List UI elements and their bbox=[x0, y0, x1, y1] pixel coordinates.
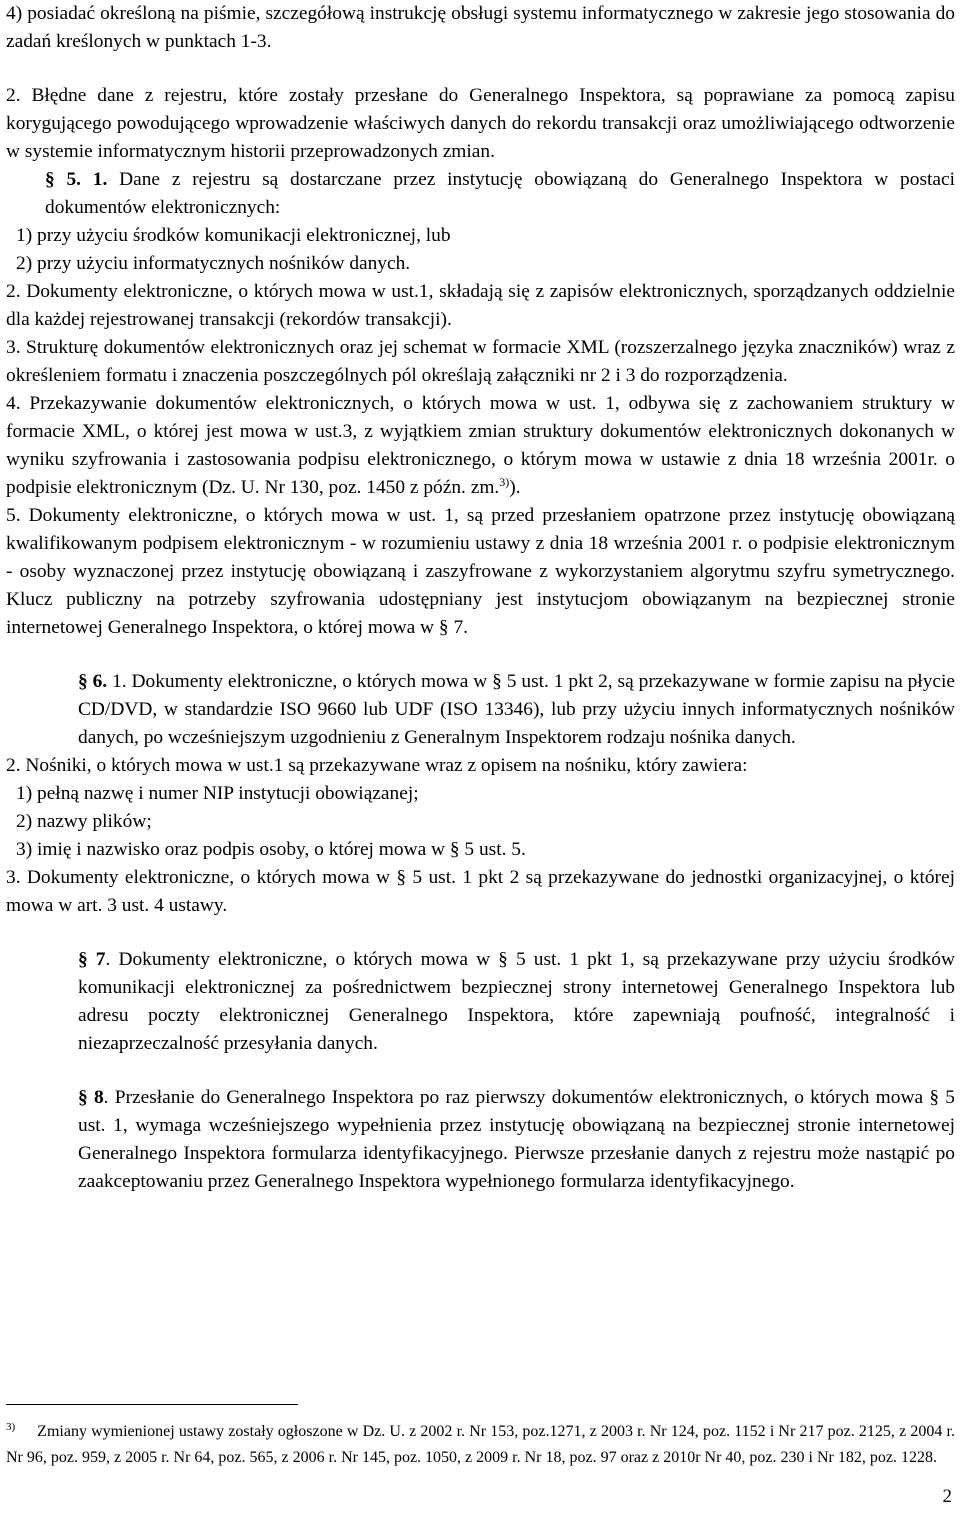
footnote-separator bbox=[6, 1404, 298, 1405]
section-6-list-item-1: 1) pełną nazwę i numer NIP instytucji obowiązanej; bbox=[16, 783, 419, 804]
spacer bbox=[6, 642, 955, 668]
paragraph-4-item: 4) posiadać określoną na piśmie, szczegółową instrukcję obsługi systemu informatycznego w zakresie jego stosowania do zadań kreślonych w punktach 1-3. bbox=[6, 3, 955, 52]
section-5-paragraph-4-text: 4. Przekazywanie dokumentów elektronicznych, o których mowa w ust. 1, odbywa się z zachowaniem struktury w formacie XML, o której jest mowa w ust.3, z wyjątkiem zmian struktury dokumentów elektronicznych dokonanych w wyniku szyfrowania i zastosowania podpisu elektronicznego, o którym mowa w ustawie z dnia 18 września 2001r. o podpisie elektronicznym (Dz. U. Nr 130, poz. 1450 z późn. zm. bbox=[6, 393, 955, 498]
section-5-paragraph-5: 5. Dokumenty elektroniczne, o których mowa w ust. 1, są przed przesłaniem opatrzone przez instytucję obowiązaną kwalifikowanym podpisem elektronicznym - w rozumieniu ustawy z dnia 18 września 2001 r. o podpisie elektronicznym - osoby wyznaczonej przez instytucję obowiązaną i zaszyfrowane z wykorzystaniem algorytmu szyfru symetrycznego. Klucz publiczny na potrzeby szyfrowania udostępniany jest instytucjom obowiązanym na bezpiecznej stronie internetowej Generalnego Inspektora, o której mowa w § 7. bbox=[6, 505, 955, 638]
footnote bbox=[6, 1414, 955, 1471]
section-7 bbox=[6, 946, 955, 1058]
footnote-text: Zmiany wymienionej ustawy zostały ogłoszone w Dz. U. z 2002 r. Nr 153, poz.1271, z 2003 r. Nr 124, poz. 1152 i Nr 217 poz. 2125, z 2004 r. Nr 96, poz. 959, z 2005 r. Nr 64, poz. 565, z 2006 r. Nr 145, poz. 1050, z 2009 r. Nr 18, poz. 97 oraz z 2010r Nr 40, poz. 230 i Nr 182, poz. 1228. bbox=[6, 1423, 955, 1466]
section-6-paragraph-2: 2. Nośniki, o których mowa w ust.1 są przekazywane wraz z opisem na nośniku, który zawiera: bbox=[6, 755, 748, 776]
paragraph-corrections: 2. Błędne dane z rejestru, które zostały przesłane do Generalnego Inspektora, są poprawiane za pomocą zapisu korygującego powodującego wprowadzenie właściwych danych do rekordu transakcji oraz umożliwiającego odtworzenie w systemie informatycznym historii przeprowadzonych zmian. bbox=[6, 85, 955, 162]
section-6-paragraph-3: 3. Dokumenty elektroniczne, o których mowa w § 5 ust. 1 pkt 2 są przekazywane do jednostki organizacyjnej, o której mowa w art. 3 ust. 4 ustawy. bbox=[6, 867, 955, 916]
footnote-reference: 3) bbox=[499, 475, 510, 489]
document-body bbox=[6, 0, 955, 1196]
section-5-heading: § 5. 1. bbox=[45, 169, 108, 190]
section-8-text: . Przesłanie do Generalnego Inspektora po raz pierwszy dokumentów elektronicznych, o których mowa § 5 ust. 1, wymaga wcześniejszego wypełnienia przez instytucję obowiązaną na bezpiecznej stronie internetowej Generalnego Inspektora formularza identyfikacyjnego. Pierwsze przesłanie danych z rejestru może nastąpić po zaakceptowaniu przez Generalnego Inspektora wypełnionego formularza identyfikacyjnego. bbox=[78, 1087, 955, 1192]
section-5-intro bbox=[6, 166, 955, 222]
section-5-text: Dane z rejestru są dostarczane przez instytucję obowiązaną do Generalnego Inspektora w postaci dokumentów elektronicznych: bbox=[45, 169, 955, 218]
spacer bbox=[6, 1058, 955, 1084]
section-7-heading: § 7 bbox=[78, 949, 106, 970]
section-6-intro bbox=[6, 668, 955, 752]
spacer bbox=[6, 56, 955, 82]
section-6-text: 1. Dokumenty elektroniczne, o których mowa w § 5 ust. 1 pkt 2, są przekazywane w formie zapisu na płycie CD/DVD, w standardzie ISO 9660 lub UDF (ISO 13346), lub przy użyciu innych informatycznych nośników danych, po wcześniejszym uzgodnieniu z Generalnym Inspektorem rodzaju nośnika danych. bbox=[78, 671, 955, 748]
section-8-heading: § 8 bbox=[78, 1087, 104, 1108]
section-5-paragraph-4 bbox=[6, 390, 955, 502]
section-6-list-item-3: 3) imię i nazwisko oraz podpis osoby, o której mowa w § 5 ust. 5. bbox=[16, 839, 526, 860]
section-7-text: . Dokumenty elektroniczne, o których mowa w § 5 ust. 1 pkt 1, są przekazywane przy użyciu środków komunikacji elektronicznej za pośrednictwem bezpiecznej strony internetowej Generalnego Inspektora lub adresu poczty elektronicznej Generalnego Inspektora, które zapewniają poufność, integralność i niezaprzeczalność przesyłania danych. bbox=[78, 949, 955, 1054]
section-6-heading: § 6. bbox=[78, 671, 108, 692]
page-number: 2 bbox=[942, 1486, 952, 1507]
section-5-paragraph-2: 2. Dokumenty elektroniczne, o których mowa w ust.1, składają się z zapisów elektronicznych, sporządzanych oddzielnie dla każdej rejestrowanej transakcji (rekordów transakcji). bbox=[6, 281, 955, 330]
section-5-paragraph-3: 3. Strukturę dokumentów elektronicznych oraz jej schemat w formacie XML (rozszerzalnego języka znaczników) wraz z określeniem formatu i znaczenia poszczególnych pól określają załączniki nr 2 i 3 do rozporządzenia. bbox=[6, 337, 955, 386]
section-5-list-item-1: 1) przy użyciu środków komunikacji elektronicznej, lub bbox=[16, 225, 451, 246]
section-5-list-item-2: 2) przy użyciu informatycznych nośników danych. bbox=[16, 253, 411, 274]
section-5-paragraph-4-end: ). bbox=[509, 477, 521, 498]
section-8 bbox=[6, 1084, 955, 1196]
section-6-list-item-2: 2) nazwy plików; bbox=[16, 811, 152, 832]
footnote-marker: 3) bbox=[6, 1421, 16, 1433]
spacer bbox=[6, 920, 955, 946]
